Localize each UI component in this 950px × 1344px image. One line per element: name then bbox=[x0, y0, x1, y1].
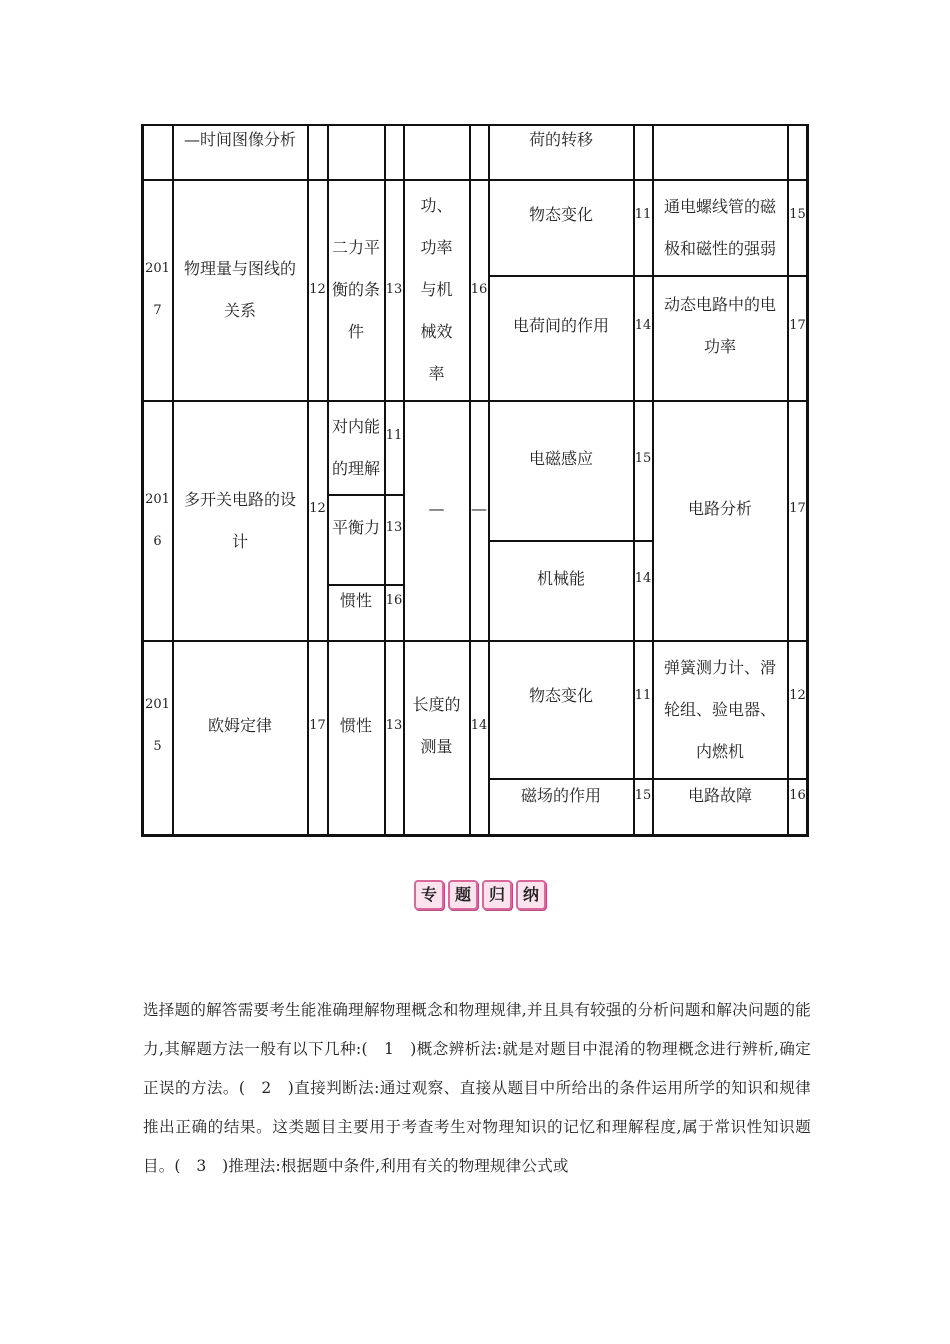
sub-2016-a1: 电磁感应 bbox=[528, 448, 593, 468]
sub-2017-b1: 通电螺线管的磁极和磁性的强弱 bbox=[663, 196, 776, 258]
num-2015-3: 14 bbox=[470, 718, 488, 733]
num-2016-a2: 14 bbox=[634, 571, 652, 586]
num-2017-b1: 15 bbox=[789, 207, 806, 222]
num-2016-a1: 15 bbox=[634, 450, 652, 466]
num-2017-1: 12 bbox=[309, 282, 326, 297]
num-2016-1: 12 bbox=[309, 500, 326, 516]
year-2016: 2016 bbox=[145, 491, 170, 549]
num-2017-a1: 11 bbox=[634, 207, 652, 222]
num-2015-a2: 15 bbox=[634, 788, 652, 803]
exam-table bbox=[141, 124, 809, 837]
num-2016-2c: 16 bbox=[385, 592, 403, 608]
sub-2015-a1: 物态变化 bbox=[528, 686, 593, 705]
sub-2017-a1: 物态变化 bbox=[528, 205, 593, 224]
num-2015-b2: 16 bbox=[789, 788, 806, 803]
badge-char: 归 bbox=[482, 880, 512, 910]
sub-2017-b2: 动态电路中的电功率 bbox=[663, 295, 776, 356]
topic-2016-3: — bbox=[428, 498, 445, 518]
year-2015: 2015 bbox=[145, 697, 170, 754]
num-2017-a2: 14 bbox=[634, 318, 652, 333]
body-paragraph: 选择题的解答需要考生能准确理解物理概念和物理规律,并且具有较强的分析问题和解决问题的能力,其解题方法一般有以下几种:( 1 )概念辨析法:就是对题目中混淆的物理概念进行辨析,确定正误的方法。( 2 )直接判断法:通过观察、直接从题目中所给出的条件运用所学的知识和规律推出正确的结果。这类题目主要用于考查考生对物理知识的记忆和理解程度,属于常识性知识题目。( 3 )推理法:根据题中条件,利用有关的物理规律公式或 bbox=[143, 1001, 811, 1175]
badge-char: 专 bbox=[414, 880, 444, 910]
sub-2015-b2: 电路故障 bbox=[687, 786, 752, 805]
num-2015-2: 13 bbox=[385, 718, 403, 733]
topic-2015-1: 欧姆定律 bbox=[207, 716, 272, 735]
topic-2017-3: 功、功率与机械效率 bbox=[420, 196, 453, 383]
row0-sub: 荷的转移 bbox=[528, 130, 593, 149]
sub-2015-a2: 磁场的作用 bbox=[520, 786, 601, 805]
topic-2016-2b: 平衡力 bbox=[332, 518, 381, 537]
row0-topic: —时间图像分析 bbox=[183, 130, 296, 149]
topic-2015-3: 长度的测量 bbox=[412, 695, 461, 756]
sub-2015-b1: 弹簧测力计、滑轮组、验电器、内燃机 bbox=[663, 657, 776, 761]
topic-2016-2a: 对内能的理解 bbox=[332, 416, 381, 478]
badge-char: 题 bbox=[448, 880, 478, 910]
num-2015-a1: 11 bbox=[634, 688, 652, 703]
num-2017-b2: 17 bbox=[789, 318, 806, 333]
badge-char: 纳 bbox=[516, 880, 546, 910]
num-2015-1: 17 bbox=[309, 718, 326, 733]
num-2017-2: 13 bbox=[385, 282, 403, 297]
num-2016-2a: 11 bbox=[385, 428, 403, 443]
num-2016-3: — bbox=[471, 498, 487, 518]
sub-2016-b: 电路分析 bbox=[687, 498, 752, 518]
sub-2016-a2: 机械能 bbox=[536, 569, 585, 588]
topic-2016-1: 多开关电路的设计 bbox=[183, 489, 296, 551]
year-2017: 2017 bbox=[145, 261, 170, 318]
section-heading-badge bbox=[414, 880, 546, 910]
topic-2017-1: 物理量与图线的关系 bbox=[183, 259, 296, 320]
num-2015-b1: 12 bbox=[789, 688, 806, 703]
sub-2017-a2: 电荷间的作用 bbox=[512, 316, 609, 335]
topic-2017-2: 二力平衡的条件 bbox=[332, 238, 381, 341]
num-2017-3: 16 bbox=[470, 282, 488, 297]
topic-2015-2: 惯性 bbox=[339, 716, 372, 735]
topic-2016-2c: 惯性 bbox=[339, 590, 372, 610]
num-2016-2b: 13 bbox=[385, 520, 403, 535]
num-2016-b: 17 bbox=[789, 500, 806, 516]
